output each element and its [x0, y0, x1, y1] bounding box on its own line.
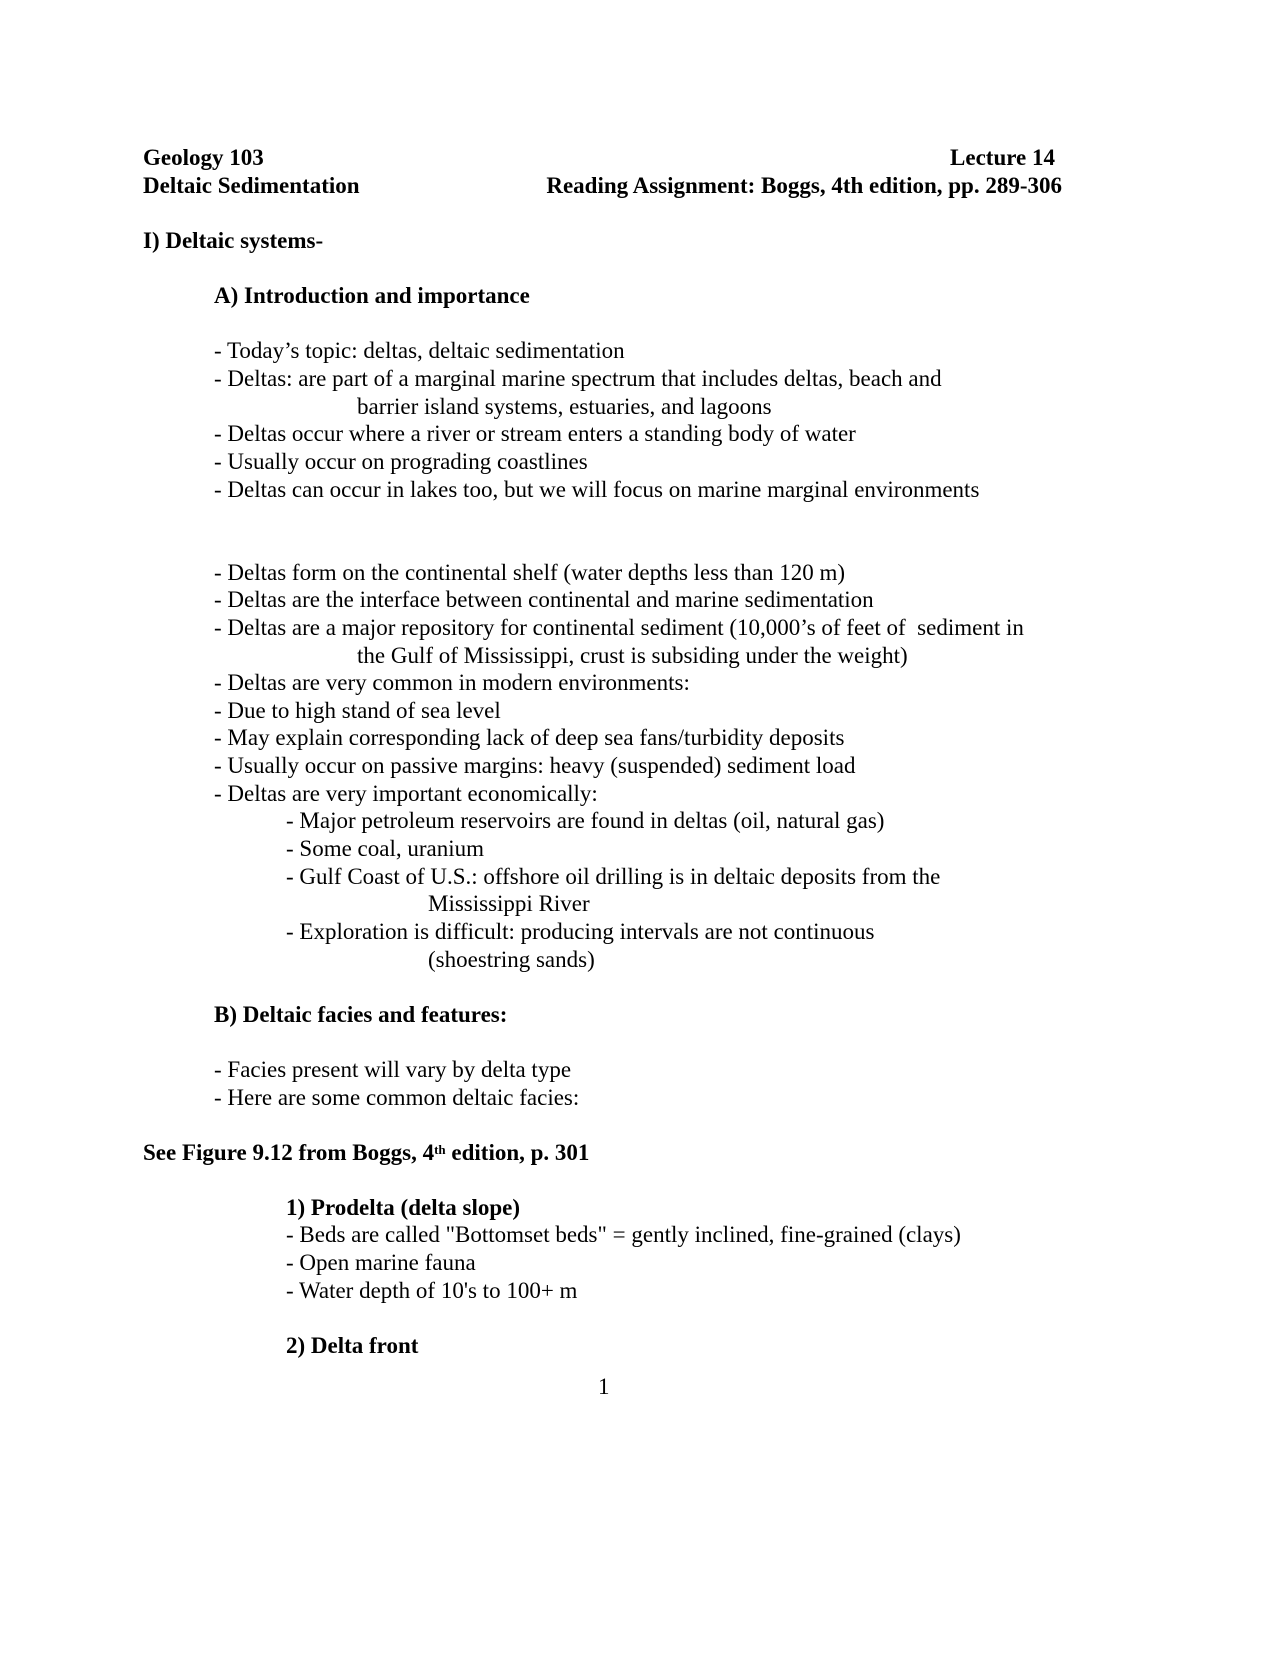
figure-reference-prefix: See Figure 9.12 from Boggs, 4 [143, 1140, 435, 1165]
list-item: - Deltas: are part of a marginal marine spectrum that includes deltas, beach and [214, 366, 942, 391]
list-item: - Deltas are the interface between continental and marine sedimentation [214, 587, 874, 612]
list-item: - Deltas occur where a river or stream enters a standing body of water [214, 421, 856, 446]
section-heading: I) Deltaic systems- [143, 228, 324, 253]
list-item: - Here are some common deltaic facies: [214, 1085, 580, 1110]
prodelta-heading: 1) Prodelta (delta slope) [286, 1195, 521, 1220]
figure-reference-suffix: edition, p. 301 [445, 1140, 590, 1165]
reading-assignment: Reading Assignment: Boggs, 4th edition, pp. 289-306 [546, 173, 1062, 198]
sub-list-item: - Exploration is difficult: producing intervals are not continuous [286, 919, 875, 944]
lecture-number: Lecture 14 [950, 145, 1055, 170]
sub-list-item-continuation: Mississippi River [428, 891, 590, 916]
list-item: - Today’s topic: deltas, deltaic sedimentation [214, 338, 625, 363]
topic-title: Deltaic Sedimentation [143, 173, 360, 198]
list-item: - Open marine fauna [286, 1250, 476, 1275]
subsection-heading-a: A) Introduction and importance [214, 283, 530, 308]
list-item: - Usually occur on passive margins: heavy (suspended) sediment load [214, 753, 856, 778]
list-item: - Deltas can occur in lakes too, but we will focus on marine marginal environments [214, 477, 980, 502]
subsection-heading-b: B) Deltaic facies and features: [214, 1002, 508, 1027]
figure-reference-superscript: th [434, 1142, 446, 1157]
list-item: - Facies present will vary by delta type [214, 1057, 572, 1082]
list-item: - May explain corresponding lack of deep sea fans/turbidity deposits [214, 725, 845, 750]
list-item: - Beds are called "Bottomset beds" = gently inclined, fine-grained (clays) [286, 1222, 961, 1247]
list-item-continuation: the Gulf of Mississippi, crust is subsiding under the weight) [357, 643, 908, 668]
sub-list-item: - Major petroleum reservoirs are found in deltas (oil, natural gas) [286, 808, 885, 833]
list-item: - Usually occur on prograding coastlines [214, 449, 588, 474]
page-number: 1 [598, 1374, 610, 1399]
list-item-continuation: barrier island systems, estuaries, and lagoons [357, 394, 772, 419]
list-item: - Deltas are a major repository for continental sediment (10,000’s of feet of sediment in [214, 615, 1024, 640]
course-title: Geology 103 [143, 145, 264, 170]
list-item: - Water depth of 10's to 100+ m [286, 1278, 578, 1303]
sub-list-item: - Gulf Coast of U.S.: offshore oil drilling is in deltaic deposits from the [286, 864, 941, 889]
sub-list-item: - Some coal, uranium [286, 836, 485, 861]
delta-front-heading: 2) Delta front [286, 1333, 419, 1358]
list-item: - Due to high stand of sea level [214, 698, 501, 723]
list-item: - Deltas form on the continental shelf (water depths less than 120 m) [214, 560, 846, 585]
list-item: - Deltas are very common in modern environments: [214, 670, 690, 695]
figure-reference [143, 1138, 589, 1167]
list-item: - Deltas are very important economically: [214, 781, 598, 806]
sub-list-item-continuation: (shoestring sands) [428, 947, 595, 972]
